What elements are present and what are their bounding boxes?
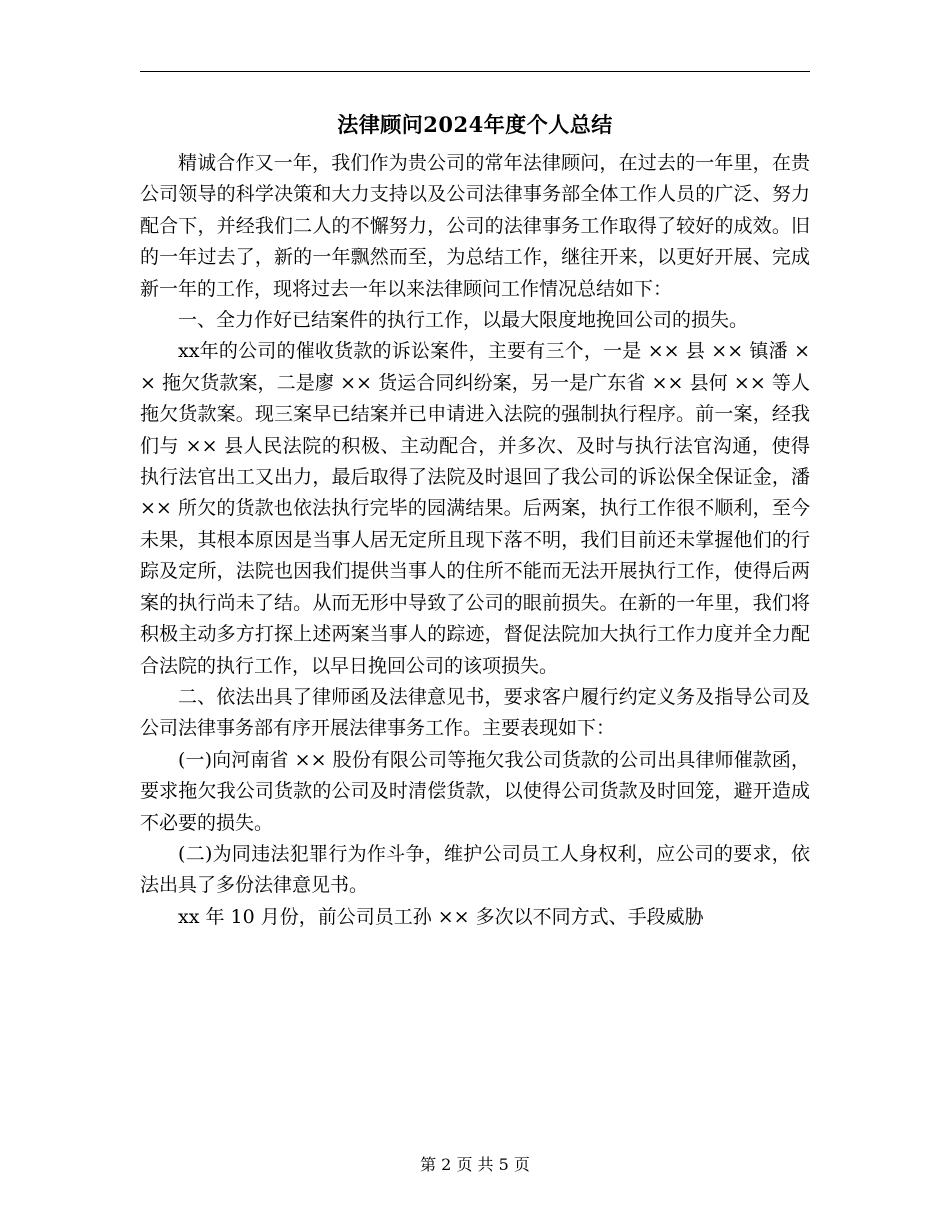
paragraph-cases: xx年的公司的催收货款的诉讼案件，主要有三个，一是 ×× 县 ×× 镇潘 ×× 拖欠货款案，二是廖 ×× 货运合同纠纷案，另一是广东省 ×× 县何 ×× 等人拖欠货款案。现三案早已结案并已申请进入法院的强制执行程序。前一案，经我们与 ×× 县人民法院的积极、主动配合，并多次、及时与执行法官沟通，使得执行法官出工又出力，最后取得了法院及时退回了我公司的诉讼保全保证金，潘 ×× 所欠的货款也依法执行完毕的园满结果。后两案，执行工作很不顺利，至今未果，其根本原因是当事人居无定所且现下落不明，我们目前还未掌握他们的行踪及定所，法院也因我们提供当事人的住所不能而无法开展执行工作，使得后两案的执行尚未了结。从而无形中导致了公司的眼前损失。在新的一年里，我们将积极主动多方打探上述两案当事人的踪迹，督促法院加大执行工作力度并全力配合法院的执行工作，以早日挽回公司的该项损失。 <box>140 340 810 677</box>
section-heading-1: 一、全力作好已结案件的执行工作，以最大限度地挽回公司的损失。 <box>178 309 749 332</box>
document-body <box>140 148 810 933</box>
paragraph-intro: 精诚合作又一年，我们作为贵公司的常年法律顾问，在过去的一年里，在贵公司领导的科学决策和大力支持以及公司法律事务部全体工作人员的广泛、努力配合下，并经我们二人的不懈努力，公司的法律事务工作取得了较好的成效。旧的一年过去了，新的一年飘然而至，为总结工作，继往开来，以更好开展、完成新一年的工作，现将过去一年以来法律顾问工作情况总结如下： <box>140 152 810 300</box>
document-title: 法律顾问2024年度个人总结 <box>337 112 613 137</box>
page-number-footer: 第 2 页 共 5 页 <box>420 1155 530 1174</box>
paragraph-item-1: (一)向河南省 ×× 股份有限公司等拖欠我公司货款的公司出具律师催款函，要求拖欠我公司货款的公司及时清偿货款，以使得公司货款及时回笼，避开造成不必要的损失。 <box>140 748 810 834</box>
section-heading-2: 二、依法出具了律师函及法律意见书，要求客户履行约定义务及指导公司及公司法律事务部有序开展法律事务工作。主要表现如下： <box>140 685 810 740</box>
header-rule <box>140 71 810 72</box>
paragraph-continued: xx 年 10 月份，前公司员工孙 ×× 多次以不同方式、手段威胁 <box>178 905 704 928</box>
paragraph-item-2: (二)为同违法犯罪行为作斗争，维护公司员工人身权利，应公司的要求，依法出具了多份法律意见书。 <box>140 842 810 897</box>
